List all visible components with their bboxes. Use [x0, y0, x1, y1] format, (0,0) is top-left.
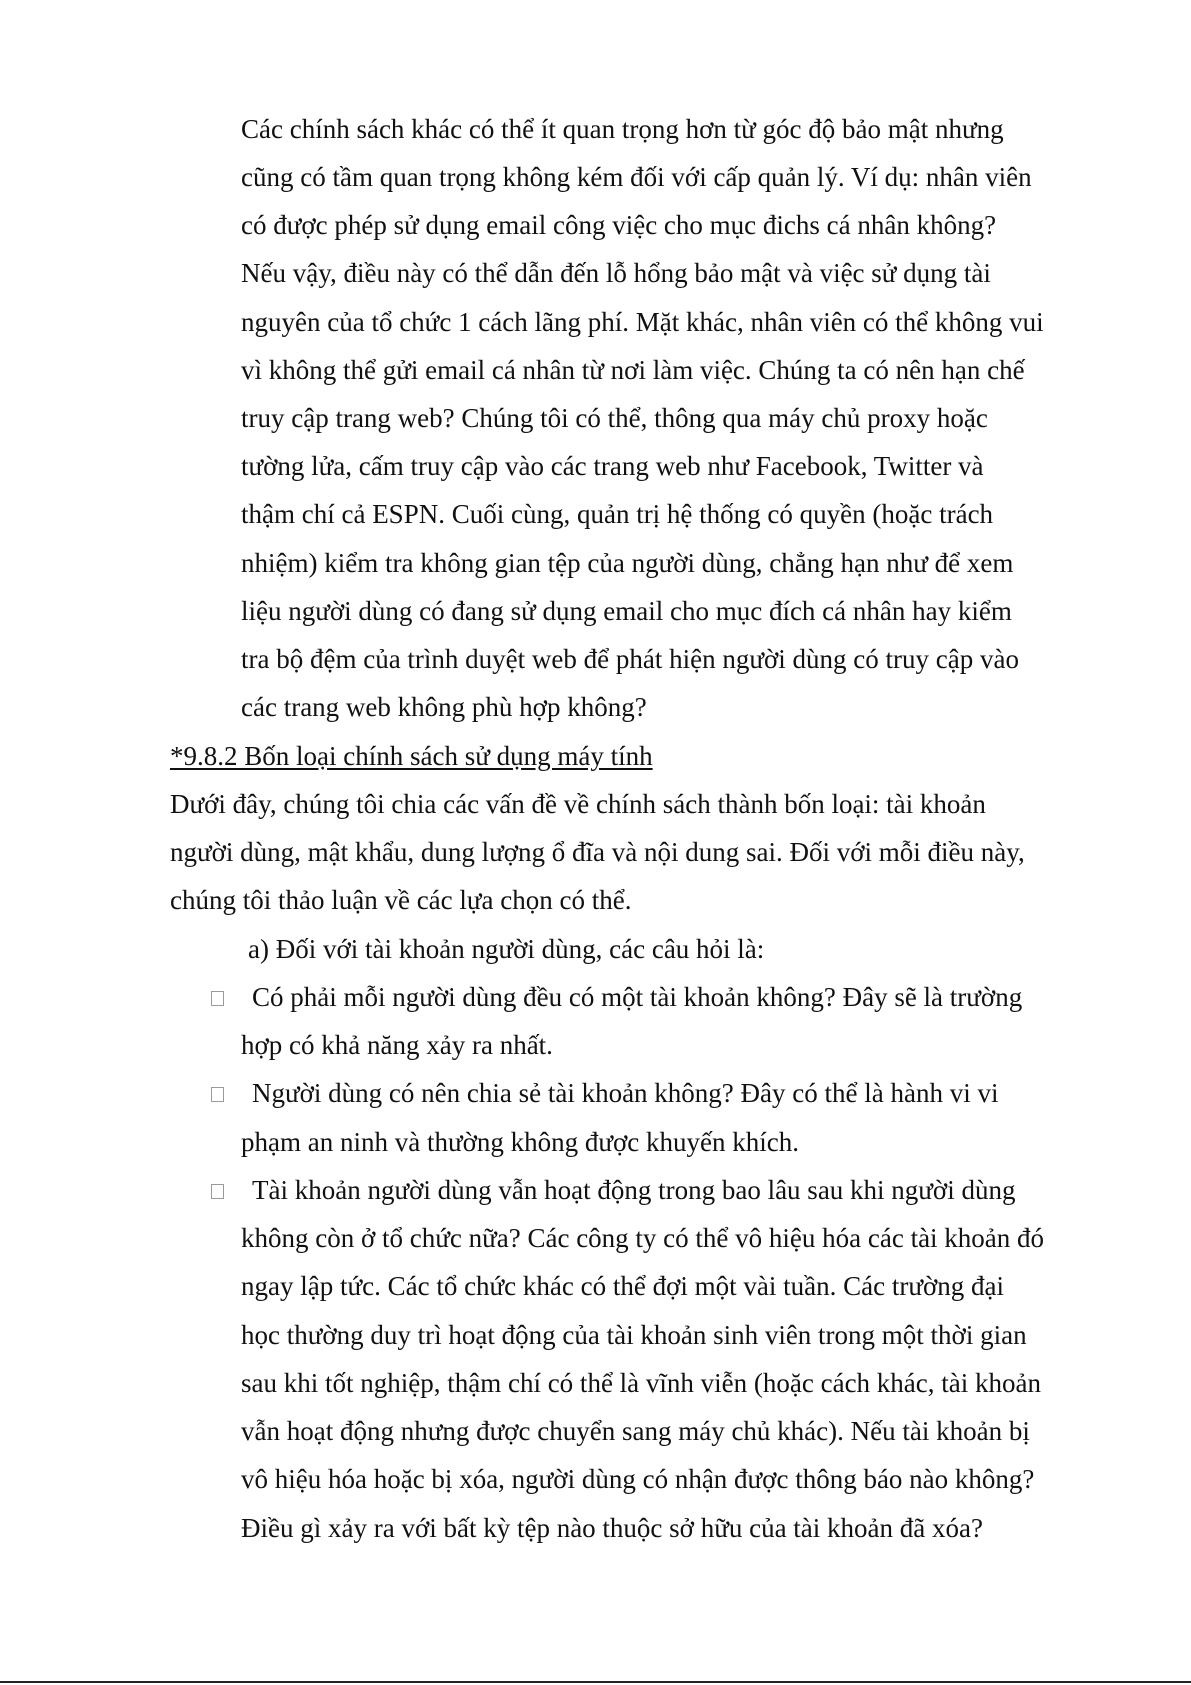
paragraph-line: truy cập trang web? Chúng tôi có thể, thông qua máy chủ proxy hoặc: [241, 403, 988, 433]
bullet-box-icon: [211, 991, 224, 1006]
paragraph-line: có được phép sử dụng email công việc cho mục đichs cá nhân không?: [241, 210, 997, 240]
paragraph-line: vì không thể gửi email cá nhân từ nơi làm việc. Chúng ta có nên hạn chế: [241, 355, 1025, 385]
paragraph-line: cũng có tầm quan trọng không kém đối với cấp quản lý. Ví dụ: nhân viên: [241, 162, 1032, 192]
bullet-box-icon: [211, 1184, 224, 1199]
bullet-text: Điều gì xảy ra với bất kỳ tệp nào thuộc sở hữu của tài khoản đã xóa?: [241, 1513, 983, 1543]
paragraph-line: người dùng, mật khẩu, dung lượng ổ đĩa và nội dung sai. Đối với mỗi điều này,: [170, 837, 1025, 867]
bullet-text: Người dùng có nên chia sẻ tài khoản không? Đây có thể là hành vi vi: [252, 1078, 999, 1108]
bullet-box-icon: [211, 1087, 224, 1102]
bullet-text: học thường duy trì hoạt động của tài khoản sinh viên trong một thời gian: [241, 1320, 1027, 1350]
section-heading: *9.8.2 Bốn loại chính sách sử dụng máy tính: [170, 741, 653, 771]
bullet-text: sau khi tốt nghiệp, thậm chí có thể là vĩnh viễn (hoặc cách khác, tài khoản: [241, 1368, 1041, 1398]
paragraph-line: tường lửa, cấm truy cập vào các trang web như Facebook, Twitter và: [241, 451, 984, 481]
footer-rule: [0, 1681, 1191, 1683]
paragraph-line: thậm chí cả ESPN. Cuối cùng, quản trị hệ thống có quyền (hoặc trách: [241, 499, 994, 529]
bullet-text: vẫn hoạt động nhưng được chuyển sang máy chủ khác). Nếu tài khoản bị: [241, 1416, 1030, 1446]
paragraph-line: chúng tôi thảo luận về các lựa chọn có thể.: [170, 885, 632, 915]
paragraph-line: nhiệm) kiểm tra không gian tệp của người dùng, chẳng hạn như để xem: [241, 548, 1014, 578]
bullet-text: Có phải mỗi người dùng đều có một tài khoản không? Đây sẽ là trường: [252, 982, 1023, 1012]
bullet-text: vô hiệu hóa hoặc bị xóa, người dùng có nhận được thông báo nào không?: [241, 1464, 1035, 1494]
bullet-text: phạm an ninh và thường không được khuyến khích.: [241, 1127, 799, 1157]
bullet-text: không còn ở tổ chức nữa? Các công ty có thể vô hiệu hóa các tài khoản đó: [241, 1223, 1045, 1253]
paragraph-line: tra bộ đệm của trình duyệt web để phát hiện người dùng có truy cập vào: [241, 644, 1019, 674]
bullet-text: hợp có khả năng xảy ra nhất.: [241, 1030, 553, 1060]
paragraph-line: Các chính sách khác có thể ít quan trọng hơn từ góc độ bảo mật nhưng: [241, 114, 1004, 144]
list-item-a: a) Đối với tài khoản người dùng, các câu hỏi là:: [248, 934, 765, 964]
paragraph-line: nguyên của tổ chức 1 cách lãng phí. Mặt khác, nhân viên có thể không vui: [241, 307, 1044, 337]
paragraph-line: Dưới đây, chúng tôi chia các vấn đề về chính sách thành bốn loại: tài khoản: [170, 789, 986, 819]
bullet-text: ngay lập tức. Các tổ chức khác có thể đợi một vài tuần. Các trường đại: [241, 1271, 1004, 1301]
paragraph-line: các trang web không phù hợp không?: [241, 692, 647, 722]
bullet-text: Tài khoản người dùng vẫn hoạt động trong bao lâu sau khi người dùng: [252, 1175, 1016, 1205]
paragraph-line: liệu người dùng có đang sử dụng email cho mục đích cá nhân hay kiểm: [241, 596, 1012, 626]
paragraph-line: Nếu vậy, điều này có thể dẫn đến lỗ hổng bảo mật và việc sử dụng tài: [241, 258, 991, 288]
